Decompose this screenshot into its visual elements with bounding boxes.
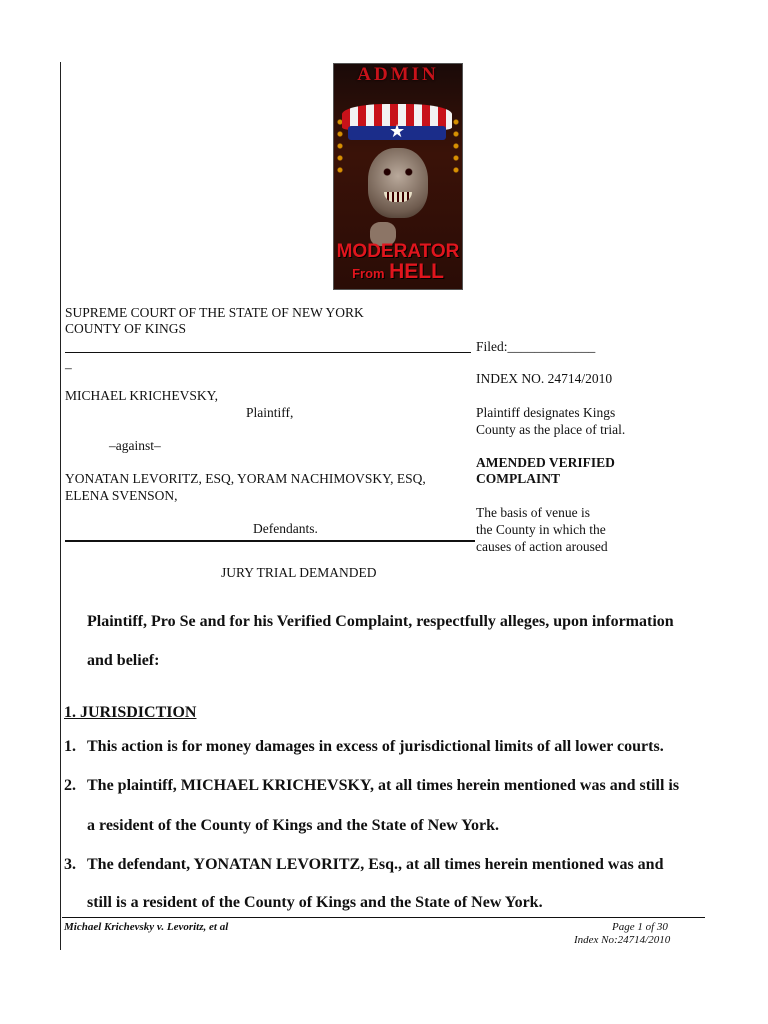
item-1-line-1: This action is for money damages in excess of jurisdictional limits of all lower courts. [87, 738, 664, 755]
item-number: 1. [64, 738, 76, 755]
footer-rule [62, 917, 705, 918]
poster-from: From [352, 266, 385, 281]
index-number: INDEX NO. 24714/2010 [476, 371, 613, 386]
filed-line: Filed:_____________ [476, 339, 596, 354]
moderator-from-hell-poster [333, 63, 463, 290]
poster-from-hell-text [334, 261, 462, 285]
against-label: –against– [109, 438, 161, 453]
poster-admin-text: ADMIN [357, 64, 439, 85]
county-name: COUNTY OF KINGS [65, 321, 187, 336]
intro-line-2: and belief: [87, 652, 160, 669]
item-2-line-1: The plaintiff, MICHAEL KRICHEVSKY, at all times herein mentioned was and still is [87, 777, 680, 794]
item-number: 3. [64, 856, 76, 873]
court-name: SUPREME COURT OF THE STATE OF NEW YORK [65, 305, 364, 320]
item-2-line-2: a resident of the County of Kings and the State of New York. [87, 817, 499, 834]
zombie-face [368, 148, 428, 218]
venue-line-1: The basis of venue is [476, 505, 590, 520]
defendants-line-2: ELENA SVENSON, [65, 488, 178, 503]
poster-hell: HELL [389, 260, 444, 283]
intro-line-1: Plaintiff, Pro Se and for his Verified Complaint, respectfully alleges, upon information [87, 613, 674, 630]
plaintiff-role: Plaintiff, [246, 405, 294, 420]
footer-page-number: Page 1 of 30 [612, 921, 668, 933]
venue-line-2: the County in which the [476, 522, 606, 537]
item-number: 2. [64, 777, 76, 794]
amended-title-2: COMPLAINT [476, 471, 560, 486]
caption-top-rule [65, 352, 471, 353]
item-3-line-2: still is a resident of the County of Kings and the State of New York. [87, 894, 543, 911]
defendants-line-1: YONATAN LEVORITZ, ESQ, YORAM NACHIMOVSKY, ESQ, [65, 471, 426, 486]
left-margin-line [60, 62, 61, 950]
designates-line-1: Plaintiff designates Kings [476, 405, 616, 420]
caption-bottom-rule [65, 540, 475, 542]
star-icon: ★ [389, 121, 406, 141]
footer-index-number: Index No:24714/2010 [574, 934, 671, 946]
plaintiff-name: MICHAEL KRICHEVSKY, [65, 388, 219, 403]
section-heading-jurisdiction: 1. JURISDICTION [64, 704, 197, 721]
caption-dash: – [65, 360, 72, 375]
item-3-line-1: The defendant, YONATAN LEVORITZ, Esq., at all times herein mentioned was and [87, 856, 664, 873]
eyes [380, 168, 416, 176]
amended-title-1: AMENDED VERIFIED [476, 455, 615, 470]
defendants-role: Defendants. [253, 521, 318, 536]
footer-case-name: Michael Krichevsky v. Levoritz, et al [64, 921, 229, 933]
jury-trial-demanded: JURY TRIAL DEMANDED [221, 565, 377, 580]
designates-line-2: County as the place of trial. [476, 422, 626, 437]
poster-moderator-text: MODERATOR [336, 241, 460, 262]
venue-line-3: causes of action aroused [476, 539, 608, 554]
